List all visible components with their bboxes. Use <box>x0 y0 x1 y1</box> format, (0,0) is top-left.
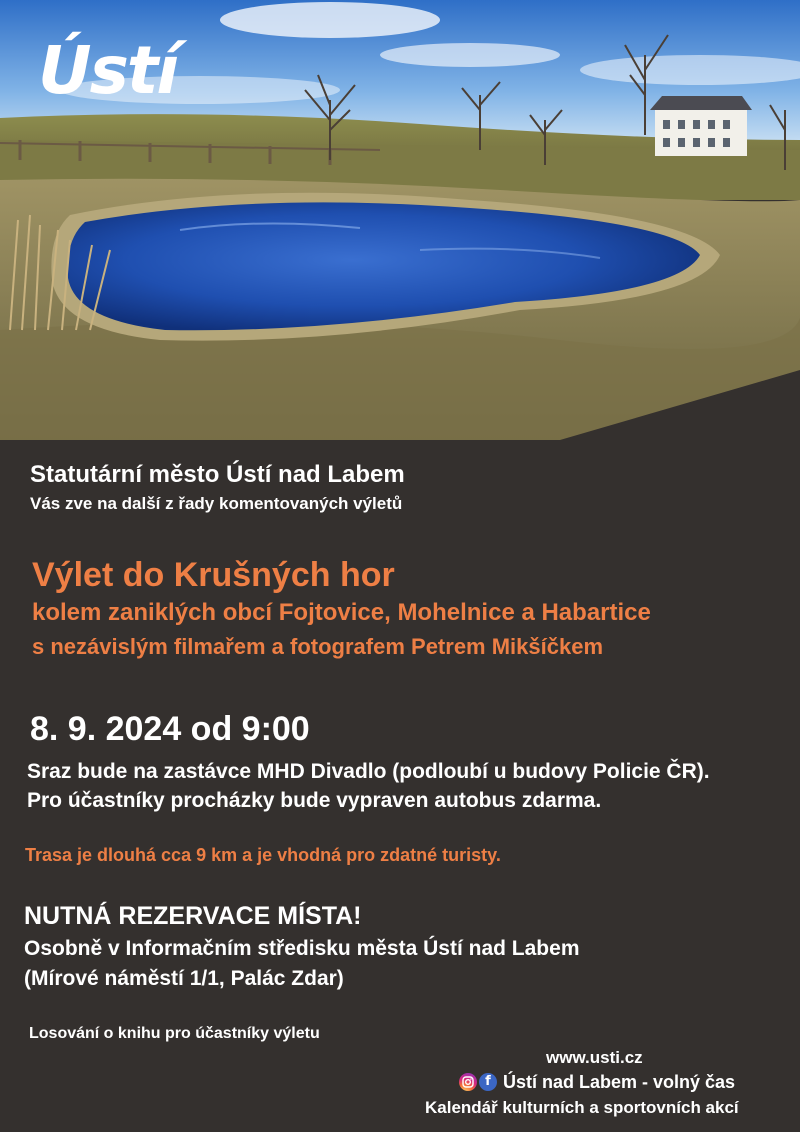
meeting-point-line: Sraz bude na zastávce MHD Divadlo (podloubí u budovy Policie ČR). <box>27 760 710 783</box>
social-link[interactable] <box>459 1072 735 1093</box>
organizer-name: Statutární město Ústí nad Labem <box>30 461 405 488</box>
bus-info-line: Pro účastníky procházky bude vypraven autobus zdarma. <box>27 789 602 812</box>
lottery-note: Losování o knihu pro účastníky výletu <box>29 1025 320 1042</box>
event-subtitle-route: kolem zaniklých obcí Fojtovice, Mohelnice a Habartice <box>32 599 651 626</box>
reservation-address: (Mírové náměstí 1/1, Palác Zdar) <box>24 967 344 990</box>
social-label: Ústí nad Labem - volný čas <box>503 1072 736 1092</box>
facebook-icon[interactable]: f <box>479 1073 497 1091</box>
usti-logo: Ústí <box>38 32 178 109</box>
route-info: Trasa je dlouhá cca 9 km a je vhodná pro zdatné turisty. <box>25 845 501 865</box>
instagram-icon[interactable] <box>459 1073 477 1091</box>
hero-photo <box>0 0 800 440</box>
event-date-time: 8. 9. 2024 od 9:00 <box>30 710 310 748</box>
event-subtitle-guide: s nezávislým filmařem a fotografem Petrem Mikšíčkem <box>32 634 604 659</box>
event-title: Výlet do Krušných hor <box>32 556 395 594</box>
calendar-link[interactable]: Kalendář kulturních a sportovních akcí <box>425 1098 739 1117</box>
website-link[interactable]: www.usti.cz <box>546 1048 643 1067</box>
organizer-invite: Vás zve na další z řady komentovaných výletů <box>30 494 403 513</box>
reservation-heading: NUTNÁ REZERVACE MÍSTA! <box>24 902 362 930</box>
reservation-place: Osobně v Informačním středisku města Ústí nad Labem <box>24 937 580 960</box>
